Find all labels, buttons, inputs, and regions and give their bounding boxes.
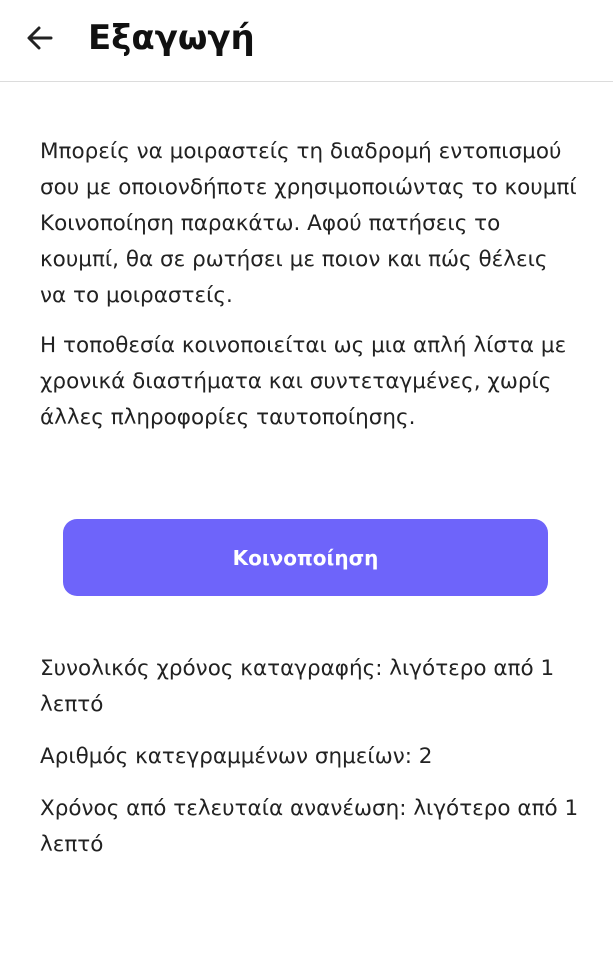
back-button[interactable] xyxy=(20,18,60,58)
time-since-last-update: Χρόνος από τελευταία ανανέωση: λιγότερο από 1 λεπτό xyxy=(40,796,579,857)
arrow-left-icon xyxy=(24,22,56,54)
app-bar xyxy=(0,0,613,82)
recording-stats xyxy=(40,651,585,863)
share-button[interactable]: Κοινοποίηση xyxy=(63,519,548,596)
description-paragraph: Μπορείς να μοιραστείς τη διαδρομή εντοπισμού σου με οποιονδήποτε χρησιμοποιώντας το κουμπί Κοινοποίηση παρακάτω. Αφού πατήσεις το κουμπί, θα σε ρωτήσει με ποιον και πώς θέλεις να το μοιραστείς. xyxy=(40,139,577,308)
recorded-points-count: Αριθμός κατεγραμμένων σημείων: 2 xyxy=(40,744,433,769)
page-title: Εξαγωγή xyxy=(88,18,255,58)
total-recording-time: Συνολικός χρόνος καταγραφής: λιγότερο από 1 λεπτό xyxy=(40,656,555,717)
description-paragraph: Η τοποθεσία κοινοποιείται ως μια απλή λίστα με χρονικά διαστήματα και συντεταγμένες, χωρίς άλλες πληροφορίες ταυτοποίησης. xyxy=(40,333,567,430)
description xyxy=(40,134,580,436)
